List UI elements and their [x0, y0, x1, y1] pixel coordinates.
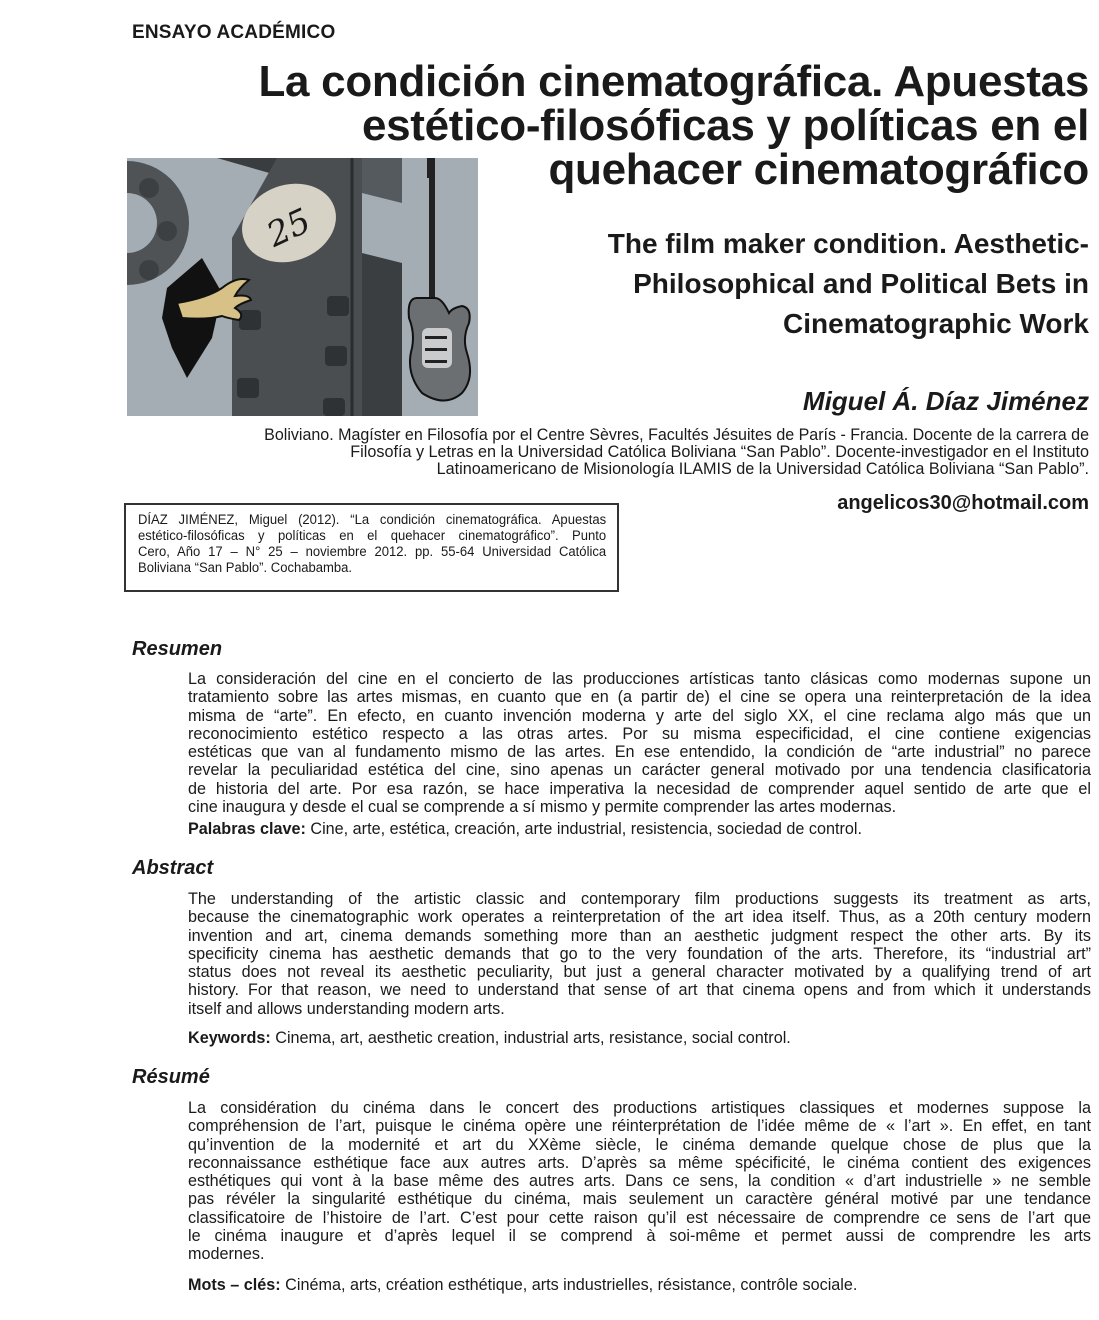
author-email[interactable]: angelicos30@hotmail.com [837, 492, 1089, 514]
resume-line: modernes. [188, 1245, 265, 1264]
citation-box [124, 503, 619, 592]
title-line: quehacer cinematográfico [548, 145, 1089, 194]
title-line: La condición cinematográfica. Apuestas [258, 57, 1089, 106]
abstract-line: history. For that reason, we need to understand that sense of art that cinema opens and from which it understands [188, 981, 1091, 1000]
article-illustration [127, 158, 478, 416]
resume-line: le cinéma inaugure et d’après lequel il se comprend à soi-même et permet aussi de comprendre les arts [188, 1227, 1091, 1246]
author-name: Miguel Á. Díaz Jiménez [802, 386, 1089, 416]
abstract-line: because the cinematographic work operates a reinterpretation of the art idea itself. Thus, as a 20th century modern [188, 908, 1091, 927]
resumen-line: estéticas que van al fundamento mismo de las artes. En ese entendido, la condición de “arte industrial” no parece [188, 743, 1091, 762]
affiliation-line: Filosofía y Letras en la Universidad Católica Boliviana “San Pablo”. Docente-investigador en el Instituto [350, 443, 1089, 461]
resumen-line: de historia del arte. Por esa razón, se hace imperativa la necesidad de comprender aquel sentido de arte que el [188, 779, 1091, 798]
resumen-keywords [188, 820, 862, 839]
citation-line: DÍAZ JIMÉNEZ, Miguel (2012). “La condición cinematográfica. Apuestas [138, 512, 607, 528]
resumen-line: cine inaugura y desde el cual se comprende a sí mismo y permite comprender las artes modernas. [188, 798, 897, 817]
keywords-text: Cine, arte, estética, creación, arte industrial, resistencia, sociedad de control. [305, 820, 862, 838]
resume-line: compréhension de l’art, puisque le cinéma opère une réinterprétation de l’idée même de « l’art ». En effet, en tant [188, 1117, 1091, 1136]
abstract-line: itself and allows understanding modern arts. [188, 999, 505, 1018]
abstract-line: status does not reveal its aesthetic peculiarity, but just a general character motivated by a qualifying trend of art [188, 963, 1091, 982]
resume-line: pas révéler la singularité esthétique du cinéma, mais seulement un caractère général motivé par une tendance [188, 1190, 1091, 1209]
english-title [489, 224, 1089, 344]
hatched-panel-lower [362, 253, 402, 416]
abstract-heading: Abstract [132, 857, 214, 879]
resume-heading: Résumé [132, 1066, 210, 1088]
subtitle-line: The film maker condition. Aesthetic- [607, 228, 1089, 259]
keywords-label: Palabras clave: [188, 820, 306, 838]
illustration-image [127, 158, 478, 416]
resume-body [188, 1099, 1091, 1264]
section-label: ENSAYO ACADÉMICO [132, 22, 336, 43]
subtitle-line: Philosophical and Political Bets in [633, 268, 1089, 299]
keywords-text: Cinema, art, aesthetic creation, industrial arts, resistance, social control. [270, 1029, 791, 1047]
resume-line: esthétiques qui vont à la base même des autres arts. Dans ce sens, la condition « d’art industrielle » ne semble [188, 1172, 1091, 1191]
badge-number: 25 [260, 200, 317, 256]
abstract-keywords [188, 1029, 791, 1048]
citation-line: estético-filosóficas y políticas en el quehacer cinematográfico”. Punto [138, 528, 607, 544]
resume-line: La considération du cinéma dans le concert des productions artistiques classiques et modernes suppose la [188, 1099, 1091, 1117]
subtitle-line: Cinematographic Work [783, 308, 1089, 339]
affiliation-line: Latinoamericano de Misionología ILAMIS de la Universidad Católica Boliviana “San Pablo”. [436, 460, 1089, 478]
citation-line: Cero, Año 17 – N° 25 – noviembre 2012. pp. 55-64 Universidad Católica [138, 544, 607, 560]
resumen-line: reconocimiento estético respecto a las otras artes. Por su misma especificidad, el cine contiene exigencias [188, 724, 1091, 743]
resumen-line: La consideración del cine en el concierto de las producciones artísticas tanto clásicas como modernas supone un [188, 670, 1091, 688]
abstract-body [188, 890, 1091, 1018]
title-line: estético-filosóficas y políticas en el [361, 101, 1089, 150]
resume-line: reconnaissance esthétique face aux autres arts. D’après sa même spécificité, le cinéma contient des exigences [188, 1153, 1091, 1172]
keywords-text: Cinéma, arts, création esthétique, arts industrielles, résistance, contrôle sociale. [280, 1276, 858, 1294]
abstract-line: specificity cinema has aesthetic demands that go to the very foundation of the arts. Therefore, its “industrial art” [188, 944, 1091, 963]
abstract-line: The understanding of the artistic classic and contemporary film productions suggests its treatment as arts, [188, 890, 1091, 908]
author-affiliation [129, 427, 1089, 478]
keywords-label: Keywords: [188, 1029, 271, 1047]
resumen-heading: Resumen [132, 638, 223, 660]
resumen-line: tratamiento sobre las artes mismas, en cuanto que en (a partir de) el cine se opera una reinterpretación de la idea [188, 688, 1091, 707]
keywords-label: Mots – clés: [188, 1276, 281, 1294]
resume-line: classificatoire de l’histoire de l’art. C’est pour cette raison qu’il est nécessaire de comprendre ce sens de l’art que [188, 1208, 1091, 1227]
abstract-line: invention and art, cinema demands something more than an aesthetic judgment respect the other arts. By its [188, 926, 1091, 945]
resumen-body [188, 670, 1091, 816]
resume-keywords [188, 1276, 857, 1295]
affiliation-line: Boliviano. Magíster en Filosofía por el Centre Sèvres, Facultés Jésuites de París - Francia. Docente de la carrera de [264, 426, 1089, 444]
resumen-line: misma de “arte”. En efecto, en cuanto invención moderna y arte del siglo XX, el cine reclama algo más que un [188, 706, 1091, 725]
resumen-line: revelar la peculiaridad estética del cine, sino apenas un carácter general motivado por una tendencia clasificatoria [188, 761, 1091, 780]
citation-line: Boliviana “San Pablo”. Cochabamba. [138, 560, 353, 576]
resume-line: qu’invention de la modernité et art du XXème siècle, le cinéma demande quelque chose de plus que la [188, 1135, 1091, 1154]
